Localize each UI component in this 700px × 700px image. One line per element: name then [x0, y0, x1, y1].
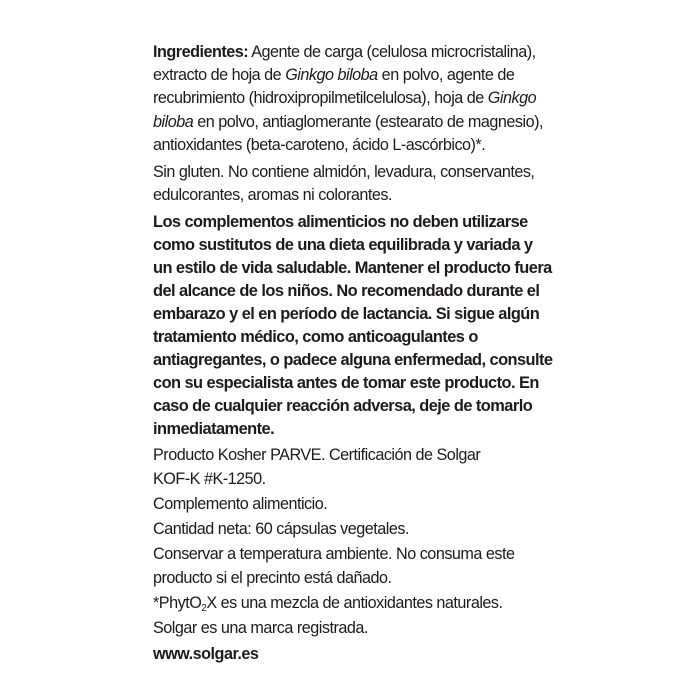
phyto-prefix: *PhytO — [153, 593, 202, 612]
net-quantity-paragraph: Cantidad neta: 60 cápsulas vegetales. — [153, 520, 409, 539]
ingredients-text-3: en polvo, antiaglomerante (estearato de magnesio), antioxidantes (beta-caroteno, ácido L-ascórbico)*. — [153, 112, 543, 154]
phyto-suffix: X es una mezcla de antioxidantes naturales. — [206, 593, 503, 612]
ingredients-text-2: en polvo, agente de recubrimiento (hidroxipropilmetilcelulosa), hoja de — [153, 66, 515, 108]
kosher-paragraph — [153, 444, 553, 490]
website-link[interactable]: www.solgar.es — [153, 645, 259, 664]
ginkgo-name-1: Ginkgo biloba — [285, 66, 378, 85]
phyto-subscript: 2 — [201, 602, 207, 614]
ingredients-text-1: Agente de carga (celulosa microcristalina), extracto de hoja de — [153, 43, 536, 85]
ginkgo-name-2: Ginkgo biloba — [153, 89, 537, 131]
gluten-paragraph: Sin gluten. No contiene almidón, levadura, conservantes, edulcorantes, aromas ni colorantes. — [153, 163, 535, 205]
storage-paragraph: Conservar a temperatura ambiente. No consuma este producto si el precinto está dañado. — [153, 545, 515, 587]
trademark-paragraph: Solgar es una marca registrada. — [153, 618, 368, 637]
supplement-paragraph: Complemento alimenticio. — [153, 494, 328, 513]
phyto-footnote — [153, 592, 553, 615]
kosher-line-1: Producto Kosher PARVE. Certificación de Solgar — [153, 446, 481, 465]
product-label-text — [153, 41, 553, 666]
warning-paragraph: Los complementos alimenticios no deben utilizarse como sustitutos de una dieta equilibrada y variada y un estilo de vida saludable. Mantener el producto fuera del alcance de los niños. No recomendado durante el embarazo y el en período de lactancia. Si sigue algún tratamiento médico, como anticoagulantes o antiagregantes, o padece alguna enfermedad, consulte con su especialista antes de tomar este producto. En caso de cualquier reacción adversa, deje de tomarlo inmediatamente. — [153, 213, 553, 438]
kosher-line-2: KOF-K #K-1250. — [153, 469, 266, 488]
ingredients-heading: Ingredientes: — [153, 43, 249, 61]
ingredients-paragraph — [153, 41, 553, 157]
